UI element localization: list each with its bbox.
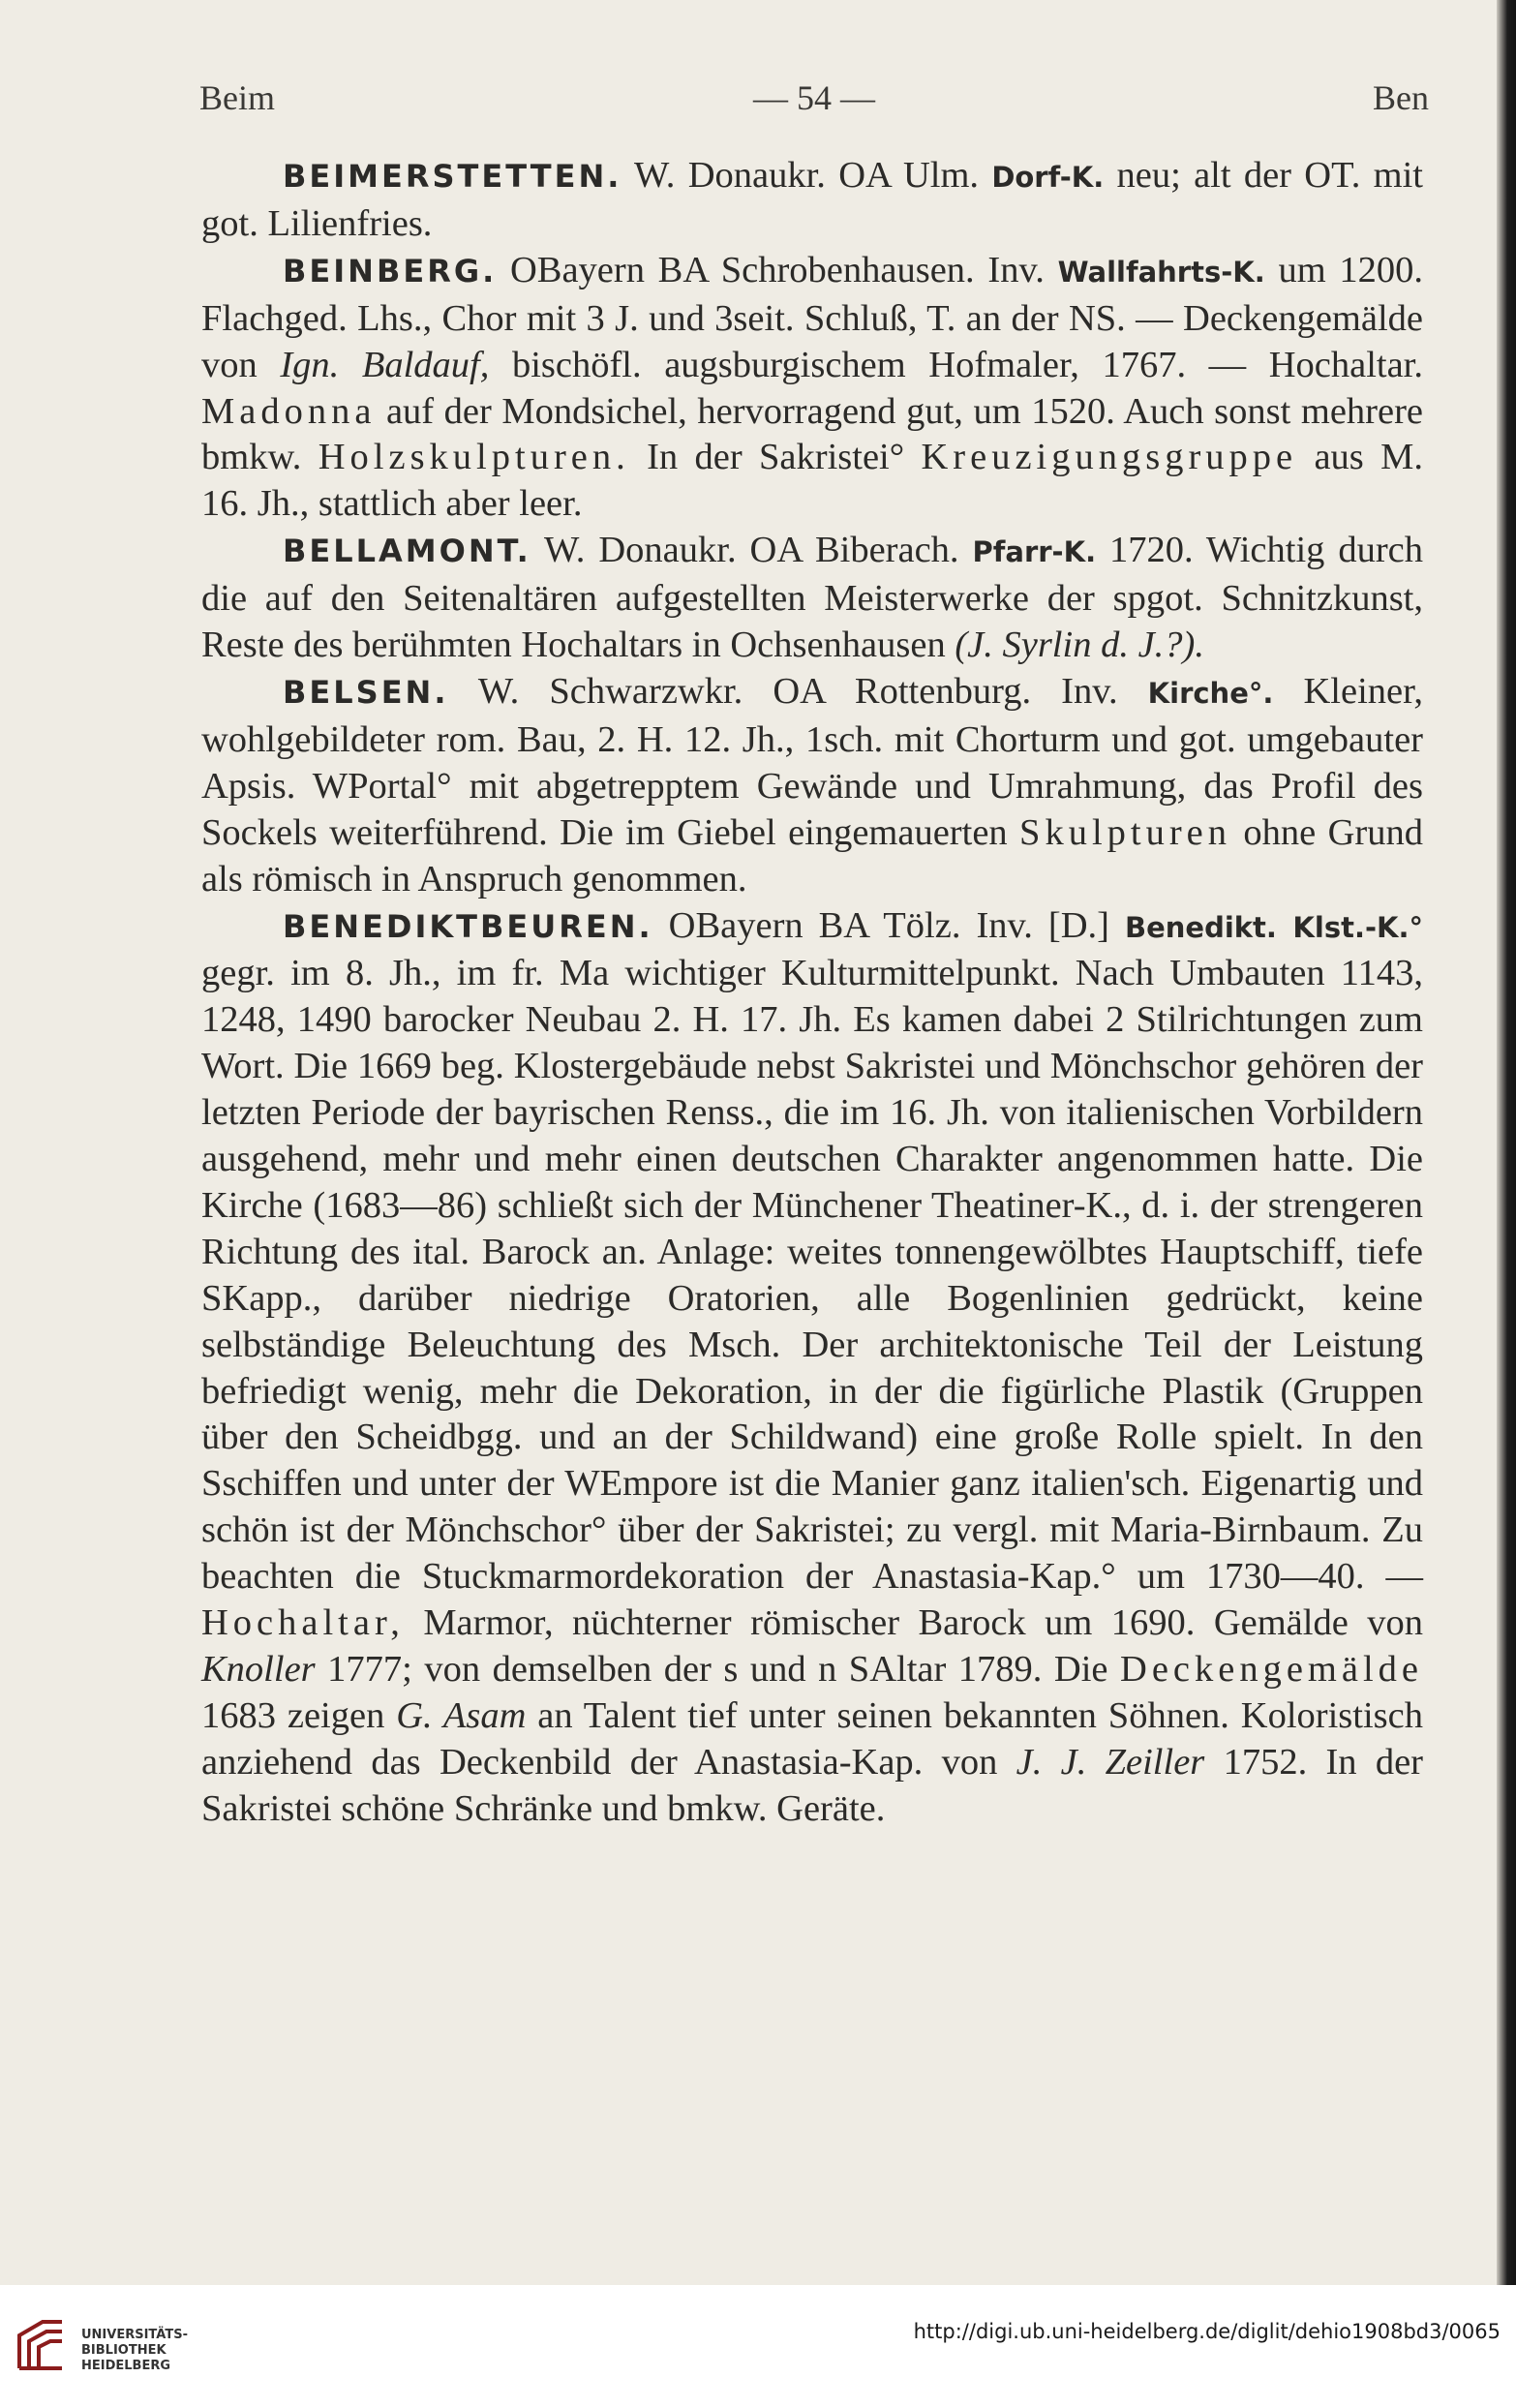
entry-text: Kleiner, wohlgebildeter rom. Bau, 2. H. 12. Jh., 1sch. mit Chorturm und got. umgebauter Apsis. WPortal° mit abgetrepptem Gewände und Umrahmung, das Profil des Sockels weiterführend. Die im Giebel eingemauerten bbox=[201, 670, 1424, 853]
entry-text: W. Donaukr. OA Ulm. bbox=[622, 155, 992, 196]
running-head bbox=[199, 77, 1429, 120]
entry-keyword: Wallfahrts-K. bbox=[1057, 255, 1265, 289]
spaced-term: Kreuzigungsgruppe bbox=[921, 437, 1298, 478]
footer-bar bbox=[0, 2285, 1516, 2408]
entry-title: BEIMERSTETTEN. bbox=[283, 158, 622, 195]
entry-bellamont bbox=[201, 528, 1423, 669]
spaced-term: Hochaltar, bbox=[201, 1602, 405, 1644]
entry-text: gegr. im 8. Jh., im fr. Ma wichtiger Kulturmittelpunkt. Nach Umbauten 1143, 1248, 1490 barocker Neubau 2. H. 17. Jh. Es kamen dabei 2 Stilrichtungen zum Wort. Die 1669 beg. Klostergebäude nebst Sakristei und Mönchschor gehören der letzten Periode der bayrischen Renss., die im 16. Jh. von italienischen Vorbildern ausgehend, mehr und mehr einen deutschen Charakter angenommen hatte. Die Kirche (1683—86) schließt sich der Münchener Theatiner-K., d. i. der strengeren Richtung des ital. Barock an. Anlage: weites tonnengewölbtes Hauptschiff, tiefe SKapp., darüber niedrige Oratorien, alle Bogenlinien gedrückt, keine selbständige Beleuchtung des Msch. Der architektonische Teil der Leistung befriedigt wenig, mehr die Dekoration, in der die figürliche Plastik (Gruppen über den Scheidbgg. und an der Schildwand) eine große Rolle spielt. In den Sschiffen und unter der WEmpore ist die Manier ganz italien'sch. Eigenartig und schön ist der Mönchschor° über der Sakristei; zu vergl. mit Maria-Birnbaum. Zu beachten die Stuckmarmordekoration der Anastasia-Kap.° um 1730—40. — bbox=[201, 953, 1423, 1598]
entry-text: 1752. In der Sakristei schöne Schränke und bmkw. Geräte. bbox=[201, 1741, 1423, 1829]
entry-title: BENEDIKTBEUREN. bbox=[283, 907, 653, 945]
entry-text: 1777; von demselben der s und n SAltar 1789. Die bbox=[315, 1649, 1121, 1690]
entry-text: bischöfl. augsburgischem Hofmaler, 1767. — Hochaltar. bbox=[489, 344, 1423, 385]
running-head-left: Beim bbox=[199, 78, 275, 117]
library-name-line: HEIDELBERG bbox=[81, 2359, 171, 2373]
entry-text: 1683 zeigen bbox=[201, 1694, 397, 1736]
entry-title: BELLAMONT. bbox=[283, 533, 531, 570]
entry-text: In der Sakristei° bbox=[629, 437, 922, 478]
artist-name: Knoller bbox=[201, 1649, 316, 1690]
spaced-term: Holzskulpturen. bbox=[318, 437, 630, 478]
library-name bbox=[81, 2328, 188, 2374]
entry-keyword: Benedikt. Klst.-K.° bbox=[1124, 910, 1423, 944]
entry-text: OBayern BA Tölz. Inv. [D.] bbox=[652, 904, 1125, 946]
entry-text: an Talent tief unter seinen bekannten Söhnen. Koloristisch anziehend das Deckenbild der Anastasia-Kap. von bbox=[201, 1694, 1423, 1783]
entry-keyword: Dorf-K. bbox=[991, 161, 1105, 194]
entry-beinberg bbox=[201, 248, 1423, 528]
entry-text: auf der Mondsichel, hervorragend gut, um 1520. Auch sonst mehrere bmkw. bbox=[201, 390, 1423, 478]
library-logo-icon bbox=[14, 2316, 68, 2374]
entry-keyword: Pfarr-K. bbox=[972, 535, 1097, 569]
entry-benediktbeuren bbox=[201, 903, 1423, 1833]
page-edge-shadow bbox=[1497, 0, 1516, 2285]
library-name-line: UNIVERSITÄTS- bbox=[81, 2328, 188, 2342]
dictionary-entries bbox=[201, 153, 1423, 1833]
artist-name: G. Asam bbox=[396, 1694, 527, 1736]
entry-text: W. Schwarzwkr. OA Rottenburg. Inv. bbox=[448, 670, 1148, 712]
entry-text: neu; alt der OT. mit got. Lilienfries. bbox=[201, 155, 1423, 244]
entry-text: 1720. Wichtig durch die auf den Seitenaltären aufgestellten Meisterwerke der spgot. Schnitzkunst, Reste des berühmten Hochaltars in Ochsenhausen bbox=[201, 530, 1423, 666]
entry-text: Marmor, nüchterner römischer Barock um 1690. Gemälde von bbox=[404, 1602, 1423, 1644]
artist-name: (J. Syrlin d. J.?). bbox=[955, 625, 1204, 666]
entry-text: aus M. 16. Jh., stattlich aber leer. bbox=[201, 437, 1423, 525]
entry-belsen bbox=[201, 669, 1423, 903]
entry-text: W. Donaukr. OA Biberach. bbox=[531, 530, 973, 571]
entry-beimerstetten bbox=[201, 153, 1423, 248]
artist-name: Ign. Baldauf, bbox=[280, 344, 490, 385]
entry-title: BELSEN. bbox=[283, 673, 449, 711]
entry-text: OBayern BA Schrobenhausen. Inv. bbox=[497, 249, 1058, 290]
spaced-term: Deckengemälde bbox=[1120, 1649, 1423, 1690]
source-url-link[interactable]: http://digi.ub.uni-heidelberg.de/diglit/dehio1908bd3/0065 bbox=[913, 2320, 1501, 2343]
entry-text: ohne Grund als römisch in Anspruch genommen. bbox=[201, 811, 1423, 899]
entry-keyword: Kirche°. bbox=[1147, 676, 1274, 710]
entry-title: BEINBERG. bbox=[283, 252, 498, 290]
spaced-term: Skulpturen bbox=[1019, 811, 1232, 853]
running-head-right: Ben bbox=[1373, 78, 1429, 117]
page-number: — 54 — bbox=[753, 78, 875, 117]
entry-text: um 1200. Flachged. Lhs., Chor mit 3 J. und 3seit. Schluß, T. an der NS. — Deckengemälde von bbox=[201, 249, 1424, 385]
artist-name: J. J. Zeiller bbox=[1016, 1741, 1205, 1783]
library-name-line: BIBLIOTHEK bbox=[81, 2343, 167, 2358]
spaced-term: Madonna bbox=[201, 390, 377, 432]
